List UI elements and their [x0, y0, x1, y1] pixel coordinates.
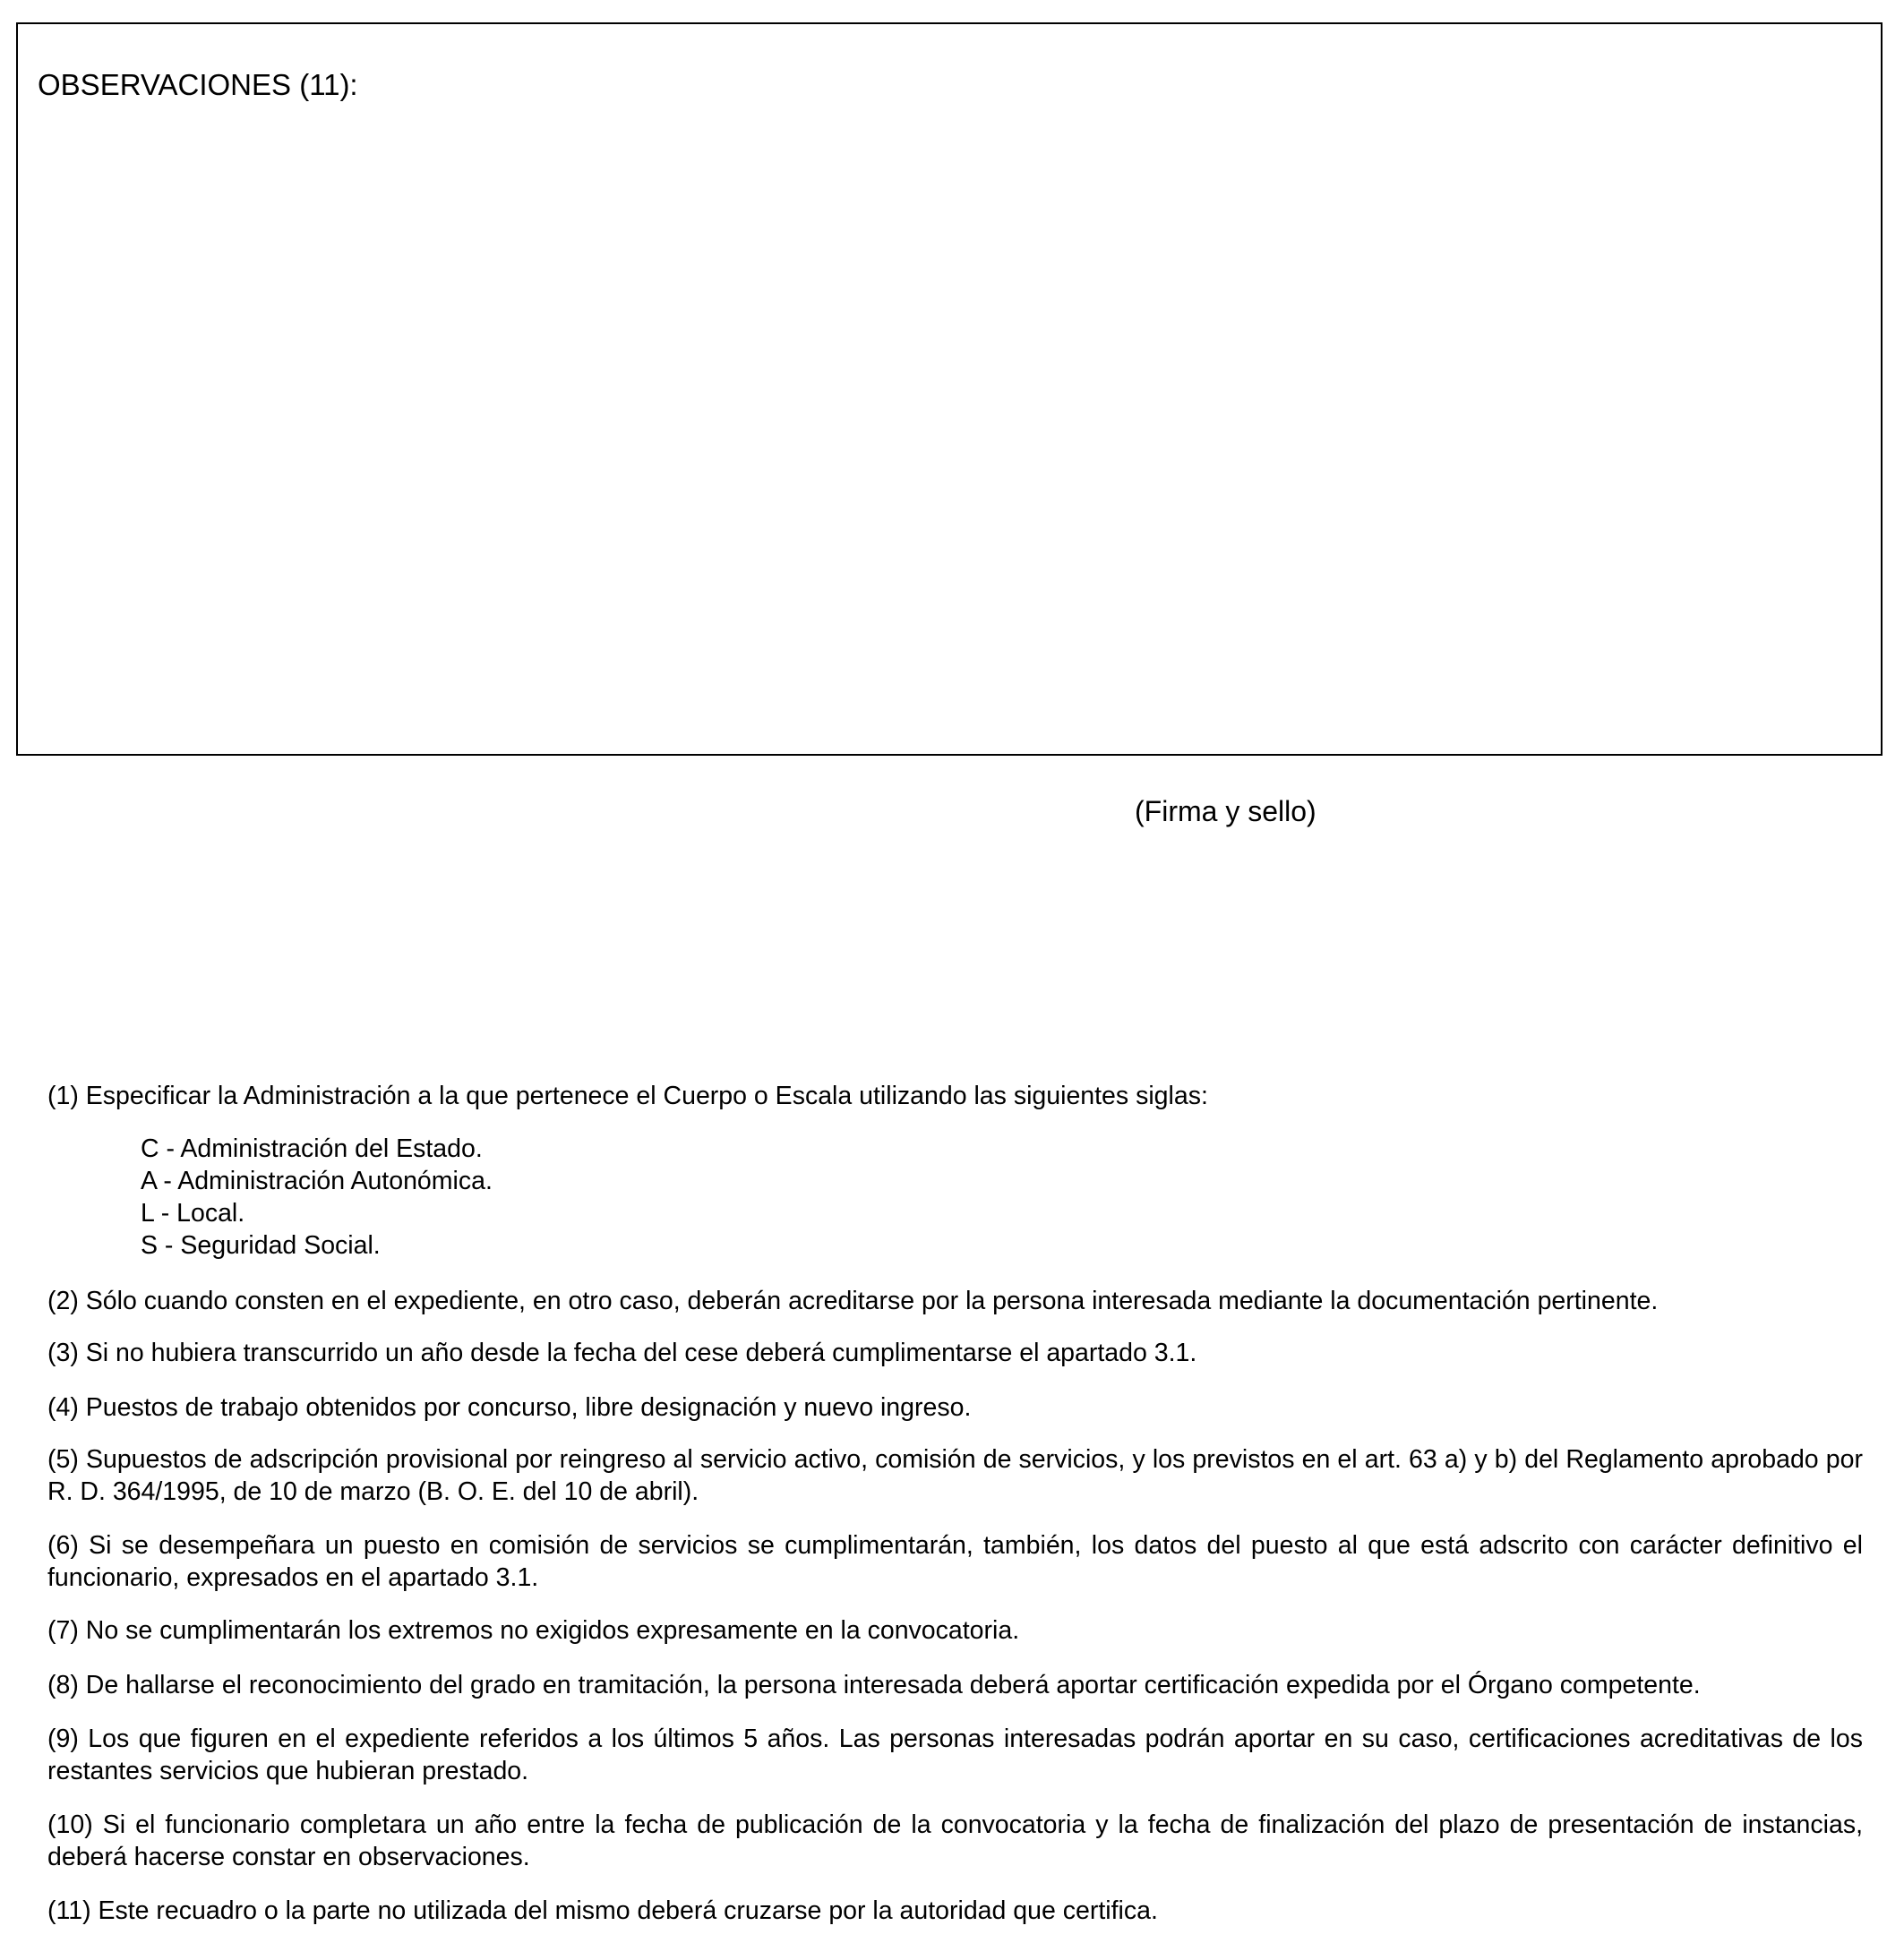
footnote-10: (10) Si el funcionario completara un año entre la fecha de publicación de la convocatoria y la fecha de finalización del plazo de presentación de instancias, deberá hacerse constar en observaciones.: [47, 1810, 1863, 1871]
observations-box: [16, 22, 1883, 756]
footnote-1-item: L - Local.: [141, 1199, 245, 1228]
footnote-1-item: A - Administración Autonómica.: [141, 1167, 493, 1195]
footnote-9: (9) Los que figuren en el expediente referidos a los últimos 5 años. Las personas interesadas podrán aportar en su caso, certificaciones acreditativas de los restantes servicios que hubieran prestado.: [47, 1725, 1863, 1785]
footnote-1: (1) Especificar la Administración a la que pertenece el Cuerpo o Escala utilizando las siguientes siglas:: [47, 1082, 1208, 1110]
footnote-8: (8) De hallarse el reconocimiento del grado en tramitación, la persona interesada deberá aportar certificación expedida por el Órgano competente.: [47, 1671, 1701, 1699]
signature-label: (Firma y sello): [1135, 795, 1317, 827]
footnote-5: (5) Supuestos de adscripción provisional por reingreso al servicio activo, comisión de servicios, y los previstos en el art. 63 a) y b) del Reglamento aprobado por R. D. 364/1995, de 10 de marzo (B. O. E. del 10 de abril).: [47, 1445, 1863, 1506]
footnote-1-item: S - Seguridad Social.: [141, 1231, 381, 1260]
footnote-11: (11) Este recuadro o la parte no utilizada del mismo deberá cruzarse por la autoridad que certifica.: [47, 1896, 1158, 1925]
footnote-1-item: C - Administración del Estado.: [141, 1134, 483, 1163]
footnote-2: (2) Sólo cuando consten en el expediente, en otro caso, deberán acreditarse por la persona interesada mediante la documentación pertinente.: [47, 1287, 1659, 1315]
footnote-4: (4) Puestos de trabajo obtenidos por concurso, libre designación y nuevo ingreso.: [47, 1393, 972, 1422]
observations-title: OBSERVACIONES (11):: [38, 68, 358, 101]
footnote-6: (6) Si se desempeñara un puesto en comisión de servicios se cumplimentarán, también, los datos del puesto al que está adscrito con carácter definitivo el funcionario, expresados en el apartado 3.1.: [47, 1531, 1863, 1592]
footnote-3: (3) Si no hubiera transcurrido un año desde la fecha del cese deberá cumplimentarse el apartado 3.1.: [47, 1339, 1197, 1367]
footnote-7: (7) No se cumplimentarán los extremos no exigidos expresamente en la convocatoria.: [47, 1616, 1020, 1645]
